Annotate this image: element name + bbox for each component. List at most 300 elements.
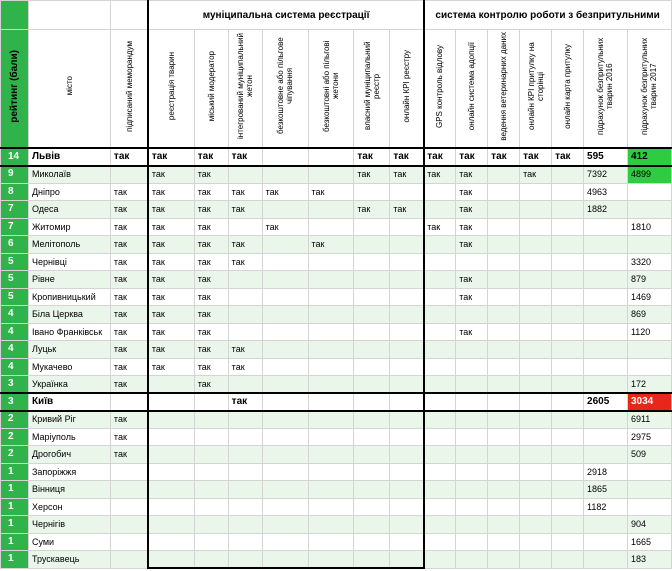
data-cell[interactable] <box>520 428 552 446</box>
data-cell[interactable] <box>456 166 488 184</box>
data-cell[interactable] <box>110 306 148 324</box>
score-cell[interactable] <box>1 148 29 166</box>
data-cell[interactable] <box>110 323 148 341</box>
data-cell[interactable] <box>194 148 228 166</box>
data-cell[interactable] <box>424 428 456 446</box>
data-cell[interactable] <box>627 166 671 184</box>
data-cell[interactable] <box>627 376 671 394</box>
data-cell[interactable] <box>424 166 456 184</box>
data-cell[interactable] <box>424 446 456 464</box>
data-cell[interactable] <box>627 551 671 569</box>
data-cell[interactable] <box>584 463 628 481</box>
data-cell[interactable] <box>456 271 488 289</box>
data-cell[interactable] <box>424 253 456 271</box>
data-cell[interactable] <box>110 428 148 446</box>
data-cell[interactable] <box>488 288 520 306</box>
data-cell[interactable] <box>308 236 354 254</box>
data-cell[interactable] <box>228 341 262 359</box>
data-cell[interactable] <box>552 148 584 166</box>
data-cell[interactable] <box>194 218 228 236</box>
data-cell[interactable] <box>194 253 228 271</box>
data-cell[interactable] <box>262 516 308 534</box>
data-cell[interactable] <box>390 323 424 341</box>
data-cell[interactable] <box>110 393 148 411</box>
data-cell[interactable] <box>308 271 354 289</box>
data-cell[interactable] <box>520 306 552 324</box>
score-cell[interactable] <box>1 306 29 324</box>
data-cell[interactable] <box>552 516 584 534</box>
data-cell[interactable] <box>627 428 671 446</box>
data-cell[interactable] <box>390 551 424 569</box>
data-cell[interactable] <box>520 148 552 166</box>
data-cell[interactable] <box>354 446 390 464</box>
data-cell[interactable] <box>456 201 488 219</box>
data-cell[interactable] <box>584 551 628 569</box>
data-cell[interactable] <box>110 411 148 429</box>
data-cell[interactable] <box>194 288 228 306</box>
data-cell[interactable] <box>520 166 552 184</box>
data-cell[interactable] <box>110 166 148 184</box>
city-cell[interactable] <box>28 463 110 481</box>
data-cell[interactable] <box>488 533 520 551</box>
data-cell[interactable] <box>354 411 390 429</box>
city-cell[interactable] <box>28 306 110 324</box>
data-cell[interactable] <box>552 271 584 289</box>
data-cell[interactable] <box>584 236 628 254</box>
data-cell[interactable] <box>520 236 552 254</box>
data-cell[interactable] <box>390 428 424 446</box>
data-cell[interactable] <box>456 463 488 481</box>
data-cell[interactable] <box>424 236 456 254</box>
data-cell[interactable] <box>110 288 148 306</box>
data-cell[interactable] <box>456 253 488 271</box>
data-cell[interactable] <box>424 271 456 289</box>
data-cell[interactable] <box>390 376 424 394</box>
data-cell[interactable] <box>584 271 628 289</box>
data-cell[interactable] <box>262 288 308 306</box>
data-cell[interactable] <box>488 393 520 411</box>
data-cell[interactable] <box>520 183 552 201</box>
score-cell[interactable] <box>1 358 29 376</box>
data-cell[interactable] <box>390 288 424 306</box>
data-cell[interactable] <box>627 341 671 359</box>
city-cell[interactable] <box>28 498 110 516</box>
data-cell[interactable] <box>520 341 552 359</box>
data-cell[interactable] <box>424 551 456 569</box>
data-cell[interactable] <box>424 201 456 219</box>
header-col-3[interactable] <box>148 30 194 149</box>
data-cell[interactable] <box>110 551 148 569</box>
data-cell[interactable] <box>148 218 194 236</box>
data-cell[interactable] <box>390 341 424 359</box>
data-cell[interactable] <box>584 166 628 184</box>
data-cell[interactable] <box>354 236 390 254</box>
data-cell[interactable] <box>148 551 194 569</box>
data-cell[interactable] <box>354 148 390 166</box>
data-cell[interactable] <box>424 323 456 341</box>
data-cell[interactable] <box>627 271 671 289</box>
data-cell[interactable] <box>110 463 148 481</box>
data-cell[interactable] <box>110 253 148 271</box>
data-cell[interactable] <box>390 306 424 324</box>
data-cell[interactable] <box>148 166 194 184</box>
data-cell[interactable] <box>228 306 262 324</box>
header-col-11[interactable] <box>456 30 488 149</box>
data-cell[interactable] <box>308 306 354 324</box>
data-cell[interactable] <box>228 148 262 166</box>
data-cell[interactable] <box>308 446 354 464</box>
header-col-8[interactable] <box>354 30 390 149</box>
data-cell[interactable] <box>354 498 390 516</box>
data-cell[interactable] <box>228 253 262 271</box>
data-cell[interactable] <box>194 271 228 289</box>
data-cell[interactable] <box>194 393 228 411</box>
data-cell[interactable] <box>308 323 354 341</box>
data-cell[interactable] <box>424 288 456 306</box>
data-cell[interactable] <box>552 166 584 184</box>
data-cell[interactable] <box>354 463 390 481</box>
data-cell[interactable] <box>354 201 390 219</box>
data-cell[interactable] <box>308 148 354 166</box>
data-cell[interactable] <box>148 253 194 271</box>
data-cell[interactable] <box>488 551 520 569</box>
data-cell[interactable] <box>627 306 671 324</box>
data-cell[interactable] <box>148 236 194 254</box>
data-cell[interactable] <box>308 358 354 376</box>
data-cell[interactable] <box>627 481 671 499</box>
data-cell[interactable] <box>354 428 390 446</box>
data-cell[interactable] <box>308 183 354 201</box>
data-cell[interactable] <box>627 218 671 236</box>
score-cell[interactable] <box>1 218 29 236</box>
data-cell[interactable] <box>228 376 262 394</box>
data-cell[interactable] <box>552 358 584 376</box>
data-cell[interactable] <box>110 358 148 376</box>
city-cell[interactable] <box>28 358 110 376</box>
data-cell[interactable] <box>488 148 520 166</box>
data-cell[interactable] <box>390 533 424 551</box>
data-cell[interactable] <box>520 323 552 341</box>
data-cell[interactable] <box>520 393 552 411</box>
group-blank-rating[interactable] <box>1 1 29 30</box>
score-cell[interactable] <box>1 516 29 534</box>
data-cell[interactable] <box>627 393 671 411</box>
data-cell[interactable] <box>194 516 228 534</box>
city-cell[interactable] <box>28 481 110 499</box>
data-cell[interactable] <box>520 218 552 236</box>
data-cell[interactable] <box>456 306 488 324</box>
data-cell[interactable] <box>110 481 148 499</box>
data-cell[interactable] <box>148 148 194 166</box>
data-cell[interactable] <box>308 393 354 411</box>
data-cell[interactable] <box>584 358 628 376</box>
data-cell[interactable] <box>552 341 584 359</box>
data-cell[interactable] <box>110 498 148 516</box>
score-cell[interactable] <box>1 481 29 499</box>
data-cell[interactable] <box>308 288 354 306</box>
data-cell[interactable] <box>552 288 584 306</box>
data-cell[interactable] <box>262 498 308 516</box>
data-cell[interactable] <box>456 323 488 341</box>
data-cell[interactable] <box>148 376 194 394</box>
score-cell[interactable] <box>1 166 29 184</box>
data-cell[interactable] <box>488 183 520 201</box>
city-cell[interactable] <box>28 533 110 551</box>
header-col-6[interactable] <box>262 30 308 149</box>
data-cell[interactable] <box>552 411 584 429</box>
header-city[interactable] <box>28 30 110 149</box>
data-cell[interactable] <box>424 533 456 551</box>
data-cell[interactable] <box>424 341 456 359</box>
data-cell[interactable] <box>627 201 671 219</box>
score-cell[interactable] <box>1 183 29 201</box>
data-cell[interactable] <box>424 498 456 516</box>
data-cell[interactable] <box>552 218 584 236</box>
score-cell[interactable] <box>1 393 29 411</box>
data-cell[interactable] <box>148 306 194 324</box>
data-cell[interactable] <box>456 446 488 464</box>
data-cell[interactable] <box>390 411 424 429</box>
data-cell[interactable] <box>148 411 194 429</box>
data-cell[interactable] <box>456 516 488 534</box>
data-cell[interactable] <box>228 393 262 411</box>
data-cell[interactable] <box>456 236 488 254</box>
data-cell[interactable] <box>308 516 354 534</box>
data-cell[interactable] <box>262 411 308 429</box>
data-cell[interactable] <box>424 376 456 394</box>
data-cell[interactable] <box>148 201 194 219</box>
data-cell[interactable] <box>584 498 628 516</box>
data-cell[interactable] <box>390 148 424 166</box>
data-cell[interactable] <box>390 463 424 481</box>
score-cell[interactable] <box>1 271 29 289</box>
data-cell[interactable] <box>552 253 584 271</box>
data-cell[interactable] <box>390 481 424 499</box>
data-cell[interactable] <box>110 148 148 166</box>
data-cell[interactable] <box>520 533 552 551</box>
data-cell[interactable] <box>228 166 262 184</box>
data-cell[interactable] <box>110 341 148 359</box>
score-cell[interactable] <box>1 236 29 254</box>
data-cell[interactable] <box>228 463 262 481</box>
data-cell[interactable] <box>520 481 552 499</box>
data-cell[interactable] <box>390 218 424 236</box>
city-cell[interactable] <box>28 341 110 359</box>
data-cell[interactable] <box>488 253 520 271</box>
data-cell[interactable] <box>520 376 552 394</box>
header-col-9[interactable] <box>390 30 424 149</box>
data-cell[interactable] <box>148 288 194 306</box>
score-cell[interactable] <box>1 498 29 516</box>
city-cell[interactable] <box>28 393 110 411</box>
group-control[interactable] <box>424 1 672 30</box>
data-cell[interactable] <box>552 376 584 394</box>
data-cell[interactable] <box>228 498 262 516</box>
data-cell[interactable] <box>262 428 308 446</box>
header-col-13[interactable] <box>520 30 552 149</box>
data-cell[interactable] <box>194 551 228 569</box>
data-cell[interactable] <box>262 271 308 289</box>
data-cell[interactable] <box>584 481 628 499</box>
data-cell[interactable] <box>262 376 308 394</box>
group-municipal[interactable] <box>148 1 423 30</box>
data-cell[interactable] <box>148 481 194 499</box>
header-col-14[interactable] <box>552 30 584 149</box>
data-cell[interactable] <box>354 218 390 236</box>
data-cell[interactable] <box>424 411 456 429</box>
data-cell[interactable] <box>584 376 628 394</box>
data-cell[interactable] <box>194 498 228 516</box>
score-cell[interactable] <box>1 463 29 481</box>
data-cell[interactable] <box>354 341 390 359</box>
data-cell[interactable] <box>194 236 228 254</box>
city-cell[interactable] <box>28 446 110 464</box>
data-cell[interactable] <box>308 341 354 359</box>
data-cell[interactable] <box>262 253 308 271</box>
data-cell[interactable] <box>520 551 552 569</box>
header-col-5[interactable] <box>228 30 262 149</box>
data-cell[interactable] <box>194 428 228 446</box>
data-cell[interactable] <box>424 393 456 411</box>
data-cell[interactable] <box>584 148 628 166</box>
data-cell[interactable] <box>424 218 456 236</box>
data-cell[interactable] <box>456 481 488 499</box>
data-cell[interactable] <box>584 428 628 446</box>
data-cell[interactable] <box>424 358 456 376</box>
data-cell[interactable] <box>627 148 671 166</box>
data-cell[interactable] <box>552 498 584 516</box>
data-cell[interactable] <box>390 166 424 184</box>
data-cell[interactable] <box>520 253 552 271</box>
data-cell[interactable] <box>552 201 584 219</box>
score-cell[interactable] <box>1 288 29 306</box>
data-cell[interactable] <box>552 236 584 254</box>
data-cell[interactable] <box>552 551 584 569</box>
score-cell[interactable] <box>1 411 29 429</box>
data-cell[interactable] <box>584 201 628 219</box>
data-cell[interactable] <box>110 446 148 464</box>
header-col-16[interactable] <box>627 30 671 149</box>
data-cell[interactable] <box>456 393 488 411</box>
data-cell[interactable] <box>488 358 520 376</box>
data-cell[interactable] <box>308 166 354 184</box>
data-cell[interactable] <box>627 411 671 429</box>
data-cell[interactable] <box>308 411 354 429</box>
data-cell[interactable] <box>262 323 308 341</box>
data-cell[interactable] <box>262 183 308 201</box>
data-cell[interactable] <box>148 358 194 376</box>
data-cell[interactable] <box>262 306 308 324</box>
data-cell[interactable] <box>228 446 262 464</box>
data-cell[interactable] <box>308 218 354 236</box>
data-cell[interactable] <box>488 411 520 429</box>
data-cell[interactable] <box>228 358 262 376</box>
data-cell[interactable] <box>262 236 308 254</box>
data-cell[interactable] <box>424 481 456 499</box>
header-col-7[interactable] <box>308 30 354 149</box>
data-cell[interactable] <box>262 218 308 236</box>
data-cell[interactable] <box>194 183 228 201</box>
data-cell[interactable] <box>262 446 308 464</box>
data-cell[interactable] <box>148 393 194 411</box>
city-cell[interactable] <box>28 183 110 201</box>
data-cell[interactable] <box>488 166 520 184</box>
data-cell[interactable] <box>110 533 148 551</box>
data-cell[interactable] <box>520 288 552 306</box>
data-cell[interactable] <box>456 358 488 376</box>
data-cell[interactable] <box>584 516 628 534</box>
city-cell[interactable] <box>28 236 110 254</box>
data-cell[interactable] <box>110 376 148 394</box>
data-cell[interactable] <box>228 236 262 254</box>
data-cell[interactable] <box>148 428 194 446</box>
city-cell[interactable] <box>28 148 110 166</box>
data-cell[interactable] <box>552 533 584 551</box>
data-cell[interactable] <box>520 463 552 481</box>
data-cell[interactable] <box>390 358 424 376</box>
data-cell[interactable] <box>456 218 488 236</box>
city-cell[interactable] <box>28 516 110 534</box>
data-cell[interactable] <box>456 498 488 516</box>
data-cell[interactable] <box>456 551 488 569</box>
data-cell[interactable] <box>228 428 262 446</box>
data-cell[interactable] <box>390 446 424 464</box>
data-cell[interactable] <box>148 183 194 201</box>
data-cell[interactable] <box>584 446 628 464</box>
data-cell[interactable] <box>627 516 671 534</box>
data-cell[interactable] <box>262 358 308 376</box>
score-cell[interactable] <box>1 551 29 569</box>
data-cell[interactable] <box>488 323 520 341</box>
data-cell[interactable] <box>308 253 354 271</box>
data-cell[interactable] <box>308 498 354 516</box>
data-cell[interactable] <box>354 253 390 271</box>
data-cell[interactable] <box>456 376 488 394</box>
data-cell[interactable] <box>228 323 262 341</box>
data-cell[interactable] <box>488 306 520 324</box>
data-cell[interactable] <box>456 533 488 551</box>
score-cell[interactable] <box>1 323 29 341</box>
data-cell[interactable] <box>520 358 552 376</box>
data-cell[interactable] <box>627 498 671 516</box>
data-cell[interactable] <box>308 533 354 551</box>
city-cell[interactable] <box>28 323 110 341</box>
data-cell[interactable] <box>148 463 194 481</box>
data-cell[interactable] <box>110 271 148 289</box>
data-cell[interactable] <box>552 463 584 481</box>
data-cell[interactable] <box>228 533 262 551</box>
data-cell[interactable] <box>262 341 308 359</box>
data-cell[interactable] <box>390 236 424 254</box>
data-cell[interactable] <box>194 481 228 499</box>
data-cell[interactable] <box>552 481 584 499</box>
data-cell[interactable] <box>354 306 390 324</box>
data-cell[interactable] <box>584 533 628 551</box>
data-cell[interactable] <box>354 516 390 534</box>
data-cell[interactable] <box>456 148 488 166</box>
data-cell[interactable] <box>627 358 671 376</box>
data-cell[interactable] <box>354 376 390 394</box>
data-cell[interactable] <box>194 463 228 481</box>
data-cell[interactable] <box>354 288 390 306</box>
data-cell[interactable] <box>552 446 584 464</box>
data-cell[interactable] <box>488 201 520 219</box>
data-cell[interactable] <box>148 323 194 341</box>
data-cell[interactable] <box>228 288 262 306</box>
data-cell[interactable] <box>456 341 488 359</box>
data-cell[interactable] <box>627 253 671 271</box>
data-cell[interactable] <box>262 148 308 166</box>
